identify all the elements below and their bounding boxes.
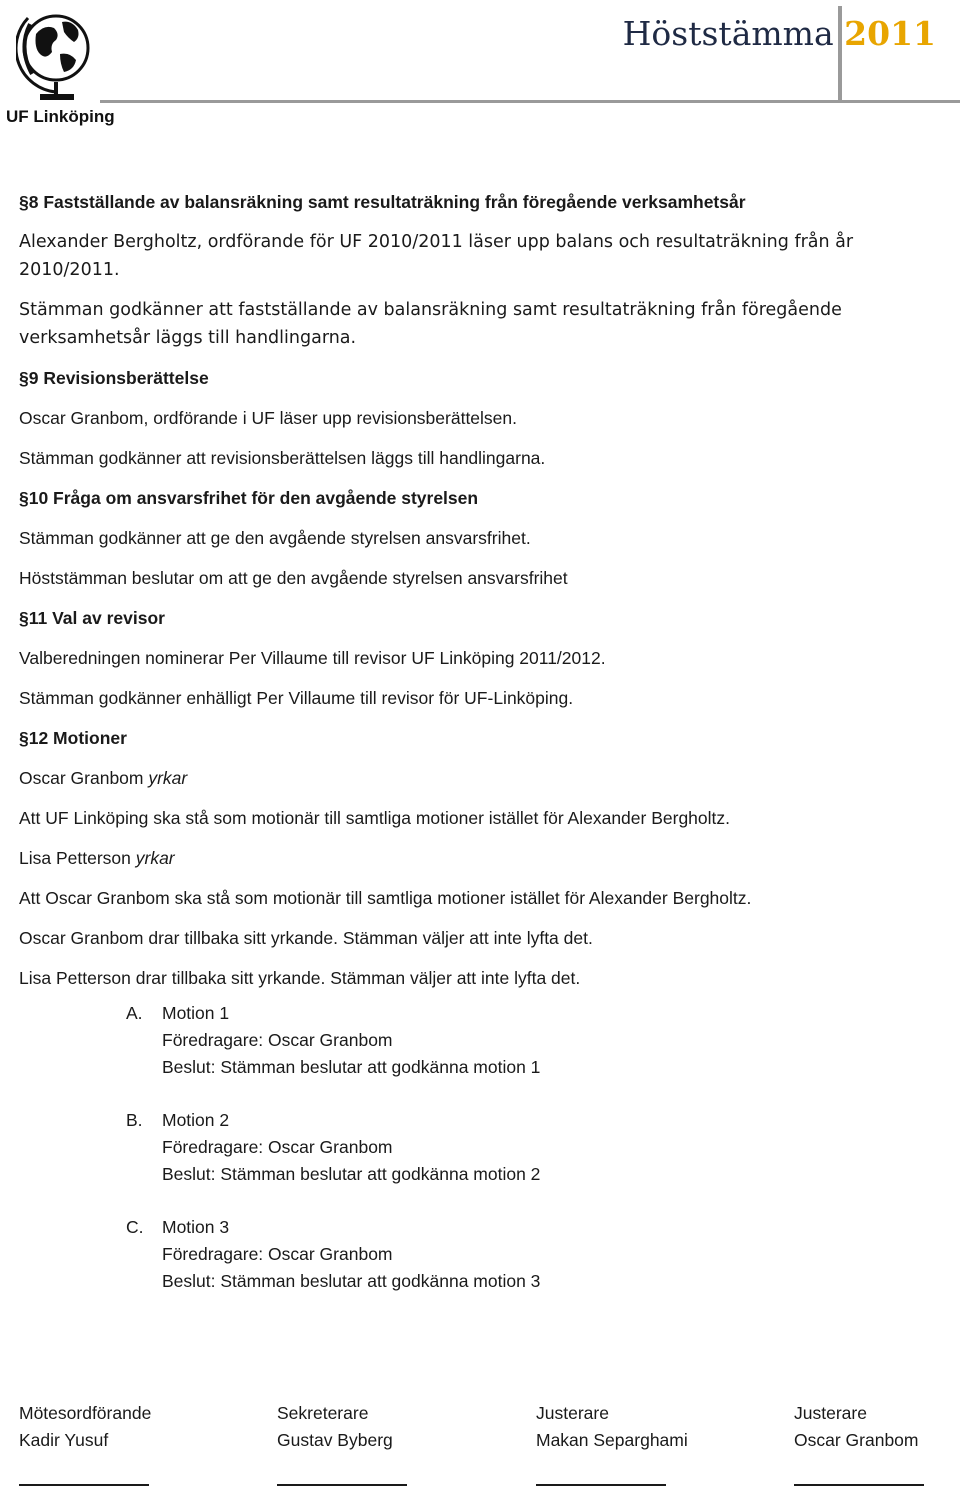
signature-name: Gustav Byberg: [277, 1430, 393, 1450]
signature-line: [277, 1484, 407, 1486]
motion-decision: Beslut: Stämman beslutar att godkänna motion 2: [162, 1164, 541, 1184]
signature-line: [536, 1484, 666, 1486]
list-item: [19, 1107, 939, 1188]
header-title-year: 2011: [844, 14, 936, 53]
claim-1-line: [19, 764, 939, 792]
section-10-paragraph-2: Höststämman beslutar om att ge den avgående styrelsen ansvarsfrihet: [19, 568, 568, 588]
section-8-paragraph-2: Stämman godkänner att fastställande av balansräkning samt resultaträkning från föregående verksamhetsår läggs till handlingarna.: [19, 300, 842, 348]
section-9-paragraph-2: Stämman godkänner att revisionsberättelsen läggs till handlingarna.: [19, 448, 546, 468]
motion-decision: Beslut: Stämman beslutar att godkänna motion 3: [162, 1271, 541, 1291]
claim-1-text: Att UF Linköping ska stå som motionär till samtliga motioner istället för Alexander Bergholtz.: [19, 808, 731, 828]
signature-role: Justerare: [536, 1403, 609, 1423]
motion-speaker: Föredragare: Oscar Granbom: [162, 1030, 393, 1050]
motion-title: Motion 2: [162, 1110, 230, 1130]
motion-speaker: Föredragare: Oscar Granbom: [162, 1137, 393, 1157]
signature-block: [19, 1400, 949, 1500]
withdraw-1: Oscar Granbom drar tillbaka sitt yrkande. Stämman väljer att inte lyfta det.: [19, 928, 593, 948]
motion-title: Motion 3: [162, 1217, 230, 1237]
motion-marker: A.: [126, 1003, 143, 1023]
signature-name: Oscar Granbom: [794, 1430, 919, 1450]
signature-role: Sekreterare: [277, 1403, 369, 1423]
motion-list: [19, 1000, 939, 1295]
header-vertical-rule: [838, 6, 842, 102]
section-8-heading: §8 Fastställande av balansräkning samt resultaträkning från föregående verksamhetsår: [19, 192, 746, 212]
claim-2-line: [19, 844, 939, 872]
signature-adjuster-2: [794, 1400, 960, 1454]
section-11-heading: §11 Val av revisor: [19, 608, 165, 628]
motion-marker: C.: [126, 1217, 144, 1237]
uf-linkoping-logo: [6, 4, 116, 126]
withdraw-2: Lisa Petterson drar tillbaka sitt yrkande. Stämman väljer att inte lyfta det.: [19, 968, 581, 988]
section-12-heading: §12 Motioner: [19, 728, 127, 748]
motion-title: Motion 1: [162, 1003, 230, 1023]
signature-adjuster-1: [536, 1400, 706, 1454]
claim-2-name: Lisa Petterson: [19, 848, 131, 868]
claim-1-verb: yrkar: [148, 768, 188, 788]
header-title-word: Höststämma: [622, 14, 834, 53]
list-item: [19, 1000, 939, 1081]
claim-1-name: Oscar Granbom: [19, 768, 144, 788]
signature-secretary: [277, 1400, 447, 1454]
signature-name: Makan Separghami: [536, 1430, 688, 1450]
claim-2-verb: yrkar: [135, 848, 175, 868]
motion-speaker: Föredragare: Oscar Granbom: [162, 1244, 393, 1264]
signature-role: Mötesordförande: [19, 1403, 152, 1423]
signature-chair: [19, 1400, 189, 1454]
logo-text: UF Linköping: [6, 107, 115, 126]
section-10-heading: §10 Fråga om ansvarsfrihet för den avgående styrelsen: [19, 488, 479, 508]
section-8-paragraph-1: Alexander Bergholtz, ordförande för UF 2010/2011 läser upp balans och resultaträkning från år 2010/2011.: [19, 232, 854, 280]
header-horizontal-rule: [100, 100, 960, 103]
list-item: [19, 1214, 939, 1295]
section-11-paragraph-2: Stämman godkänner enhälligt Per Villaume till revisor för UF-Linköping.: [19, 688, 574, 708]
globe-icon: [16, 4, 102, 104]
signature-role: Justerare: [794, 1403, 867, 1423]
signature-name: Kadir Yusuf: [19, 1430, 109, 1450]
section-9-paragraph-1: Oscar Granbom, ordförande i UF läser upp revisionsberättelsen.: [19, 408, 518, 428]
header-title: [623, 14, 936, 53]
motion-decision: Beslut: Stämman beslutar att godkänna motion 1: [162, 1057, 541, 1077]
signature-line: [19, 1484, 149, 1486]
motion-marker: B.: [126, 1110, 143, 1130]
page-header: [0, 0, 960, 130]
section-11-paragraph-1: Valberedningen nominerar Per Villaume till revisor UF Linköping 2011/2012.: [19, 648, 606, 668]
section-9-heading: §9 Revisionsberättelse: [19, 368, 209, 388]
signature-line: [794, 1484, 924, 1486]
section-10-paragraph-1: Stämman godkänner att ge den avgående styrelsen ansvarsfrihet.: [19, 528, 531, 548]
minutes-content: [19, 188, 939, 1321]
claim-2-text: Att Oscar Granbom ska stå som motionär till samtliga motioner istället för Alexander Bergholtz.: [19, 888, 752, 908]
